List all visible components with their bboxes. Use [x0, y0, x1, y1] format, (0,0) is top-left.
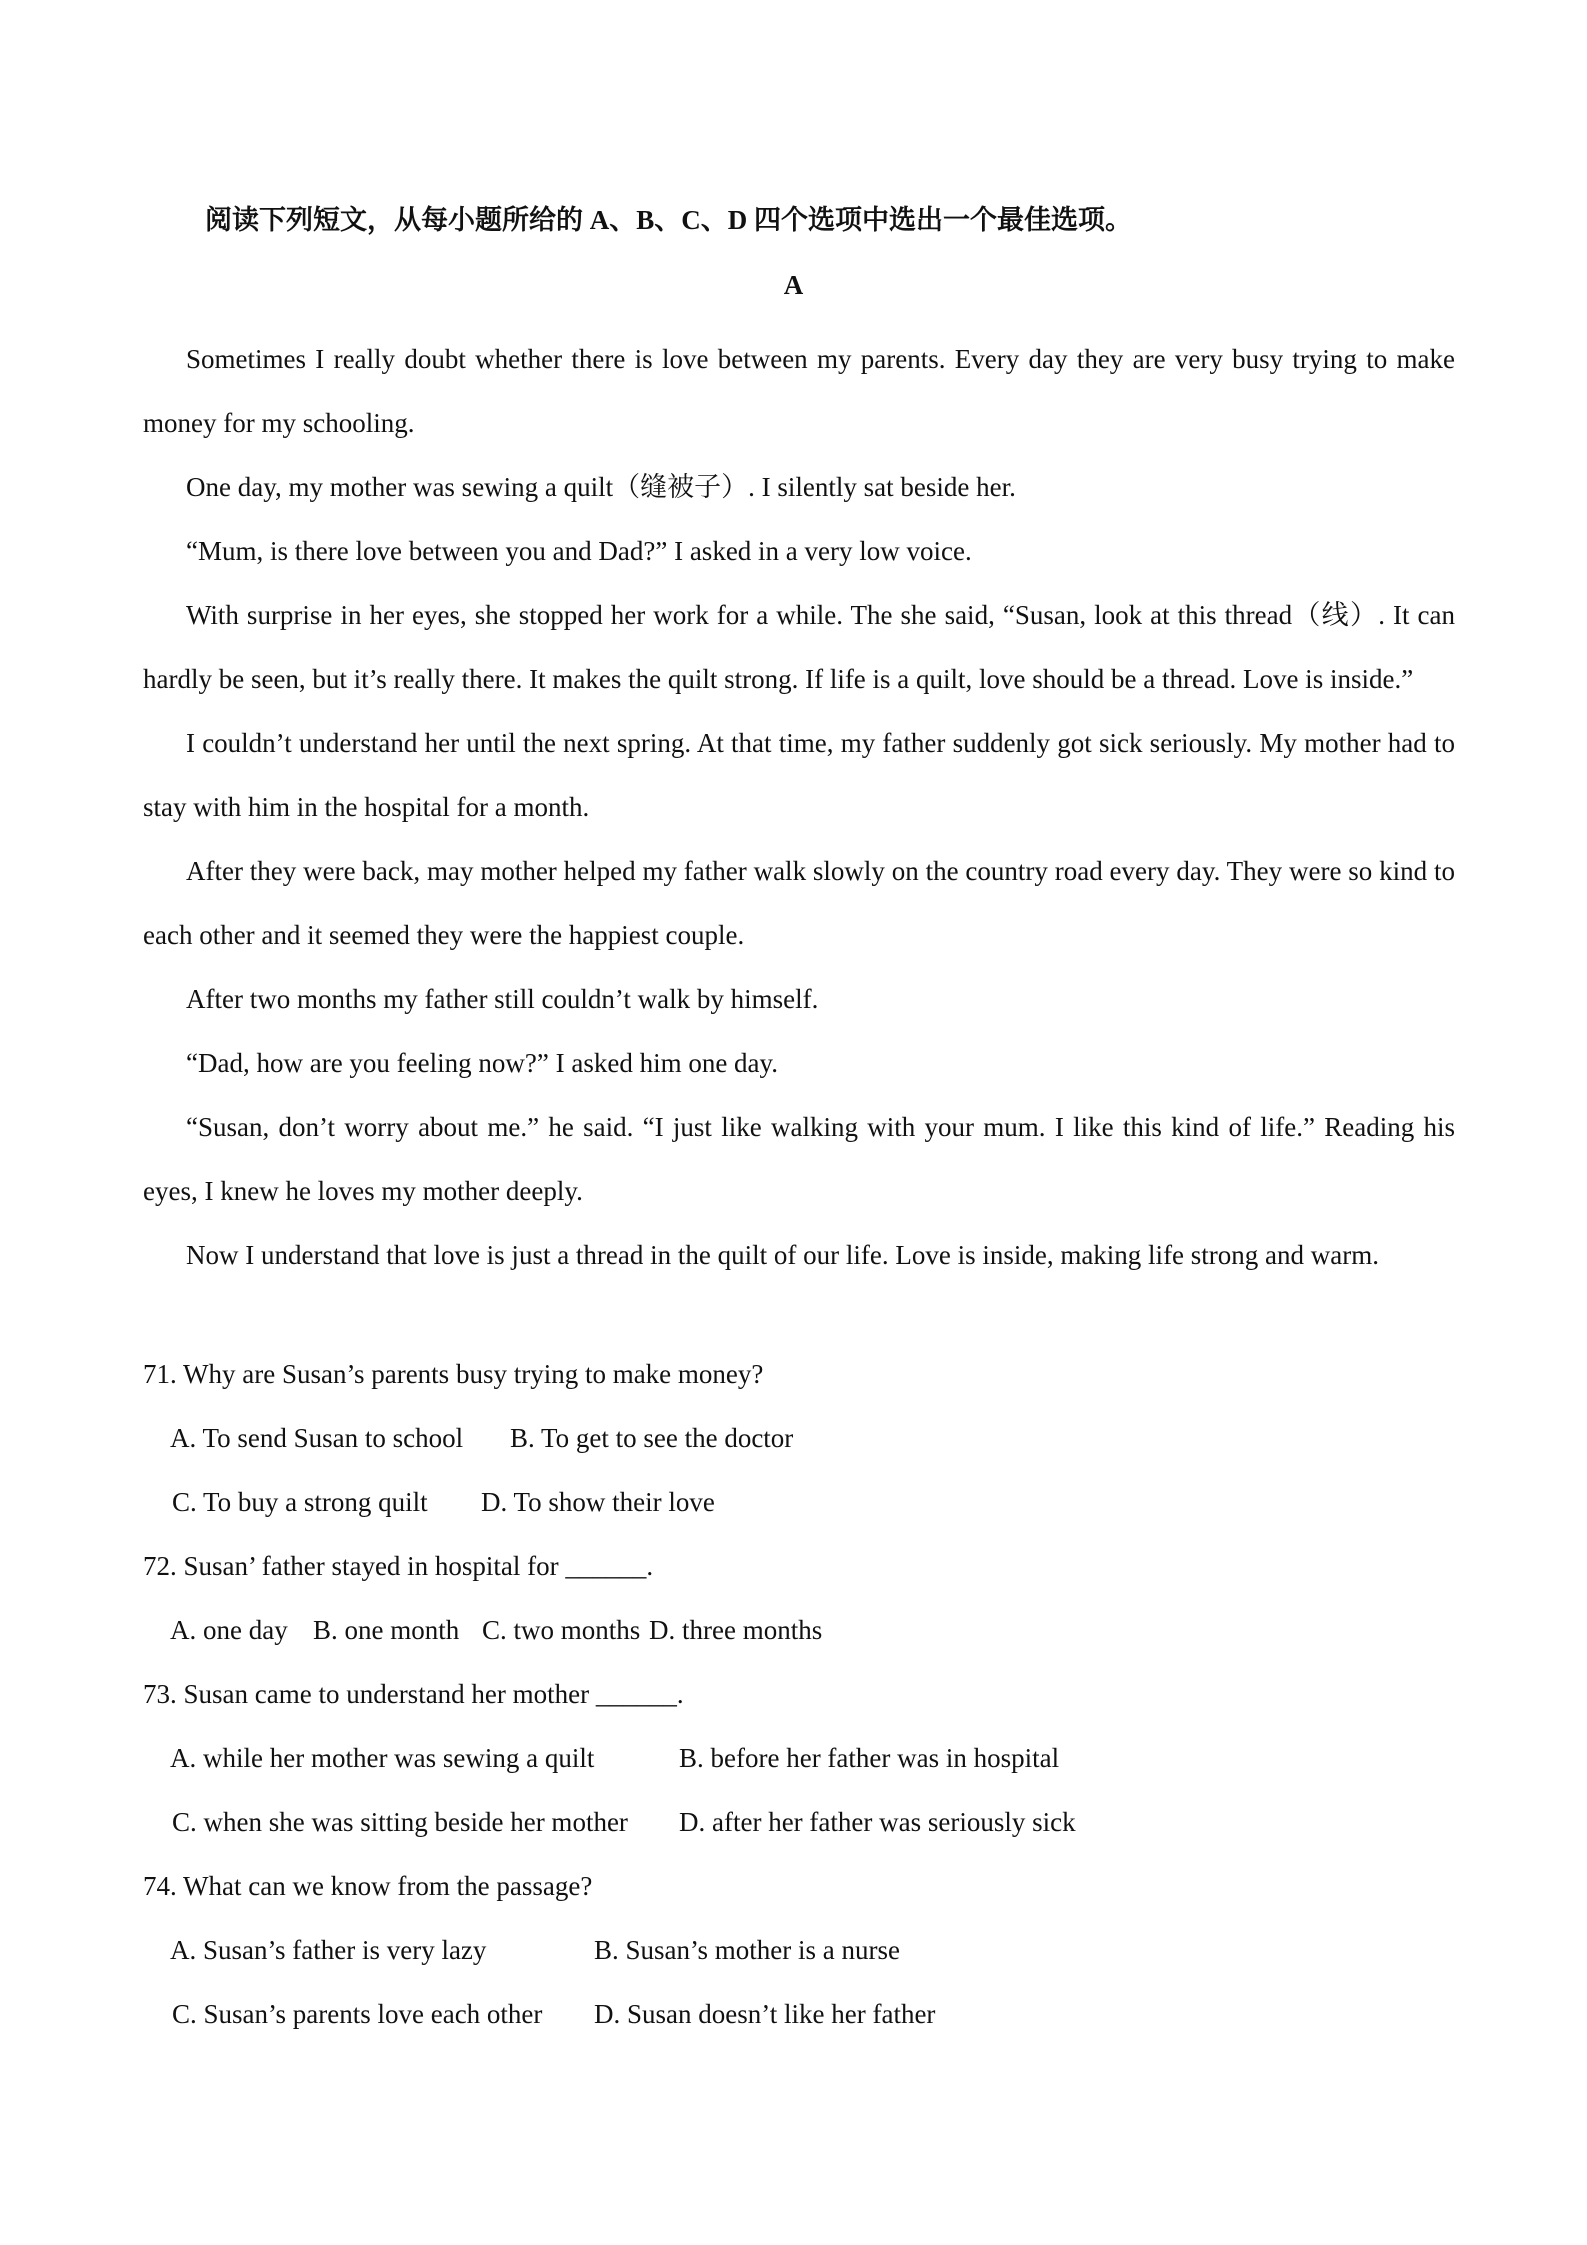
- question-72-option-c: C. two months: [482, 1615, 641, 1645]
- passage-paragraph: Sometimes I really doubt whether there is love between my parents. Every day they are very busy trying to make money for my schooling.: [143, 344, 1455, 438]
- passage-paragraph: One day, my mother was sewing a quilt（缝被子）. I silently sat beside her.: [186, 472, 1016, 502]
- question-72-option-a: A. one day: [170, 1615, 288, 1645]
- question-71-option-c: C. To buy a strong quilt: [172, 1487, 428, 1517]
- question-74-options-row-2: [143, 1982, 1455, 2046]
- question-74-option-d: D. Susan doesn’t like her father: [594, 1999, 936, 2029]
- question-73-option-b: B. before her father was in hospital: [679, 1743, 1060, 1773]
- passage-paragraph: After two months my father still couldn’t walk by himself.: [186, 984, 819, 1014]
- passage-paragraph: “Dad, how are you feeling now?” I asked him one day.: [186, 1048, 779, 1078]
- section-label: A: [783, 270, 804, 300]
- question-73-option-c: C. when she was sitting beside her mother: [172, 1807, 628, 1837]
- question-71-option-a: A. To send Susan to school: [170, 1423, 464, 1453]
- question-74-options-row-1: [143, 1918, 1455, 1982]
- question-71-stem: 71. Why are Susan’s parents busy trying to make money?: [143, 1359, 764, 1389]
- question-73-option-d: D. after her father was seriously sick: [679, 1807, 1076, 1837]
- question-71-option-d: D. To show their love: [481, 1487, 715, 1517]
- question-73-stem: 73. Susan came to understand her mother ______.: [143, 1679, 684, 1709]
- question-73-options-row-1: [143, 1726, 1455, 1790]
- question-74-option-c: C. Susan’s parents love each other: [172, 1999, 543, 2029]
- question-73-options-row-2: [143, 1790, 1455, 1854]
- question-72-option-b: B. one month: [313, 1615, 460, 1645]
- passage-paragraph: Now I understand that love is just a thread in the quilt of our life. Love is inside, making life strong and warm.: [186, 1240, 1379, 1270]
- question-71-options-row-2: [143, 1470, 1455, 1534]
- question-74-stem: 74. What can we know from the passage?: [143, 1871, 593, 1901]
- passage-paragraph: I couldn’t understand her until the next spring. At that time, my father suddenly got sick seriously. My mother had to stay with him in the hospital for a month.: [143, 728, 1455, 822]
- passage-paragraph: With surprise in her eyes, she stopped her work for a while. The she said, “Susan, look at this thread（线）. It can hardly be seen, but it’s really there. It makes the quilt strong. If life is a quilt, love should be a thread. Love is inside.”: [143, 600, 1455, 694]
- reading-passage: [143, 327, 1455, 1287]
- instruction-text: 阅读下列短文，从每小题所给的 A、B、C、D 四个选项中选出一个最佳选项。: [205, 205, 1133, 235]
- question-74-option-b: B. Susan’s mother is a nurse: [594, 1935, 900, 1965]
- question-73-option-a: A. while her mother was sewing a quilt: [170, 1743, 595, 1773]
- question-72-options-row: [143, 1598, 1455, 1662]
- question-list: [143, 1342, 1455, 2046]
- passage-paragraph: “Mum, is there love between you and Dad?” I asked in a very low voice.: [186, 536, 972, 566]
- passage-paragraph: “Susan, don’t worry about me.” he said. “I just like walking with your mum. I like this kind of life.” Reading his eyes, I knew he loves my mother deeply.: [143, 1112, 1455, 1206]
- question-72-stem: 72. Susan’ father stayed in hospital for ______.: [143, 1551, 654, 1581]
- question-71-option-b: B. To get to see the doctor: [510, 1423, 794, 1453]
- question-71-options-row-1: [143, 1406, 1455, 1470]
- question-74-option-a: A. Susan’s father is very lazy: [170, 1935, 487, 1965]
- question-72-option-d: D. three months: [649, 1615, 823, 1645]
- passage-paragraph: After they were back, may mother helped my father walk slowly on the country road every day. They were so kind to each other and it seemed they were the happiest couple.: [143, 856, 1455, 950]
